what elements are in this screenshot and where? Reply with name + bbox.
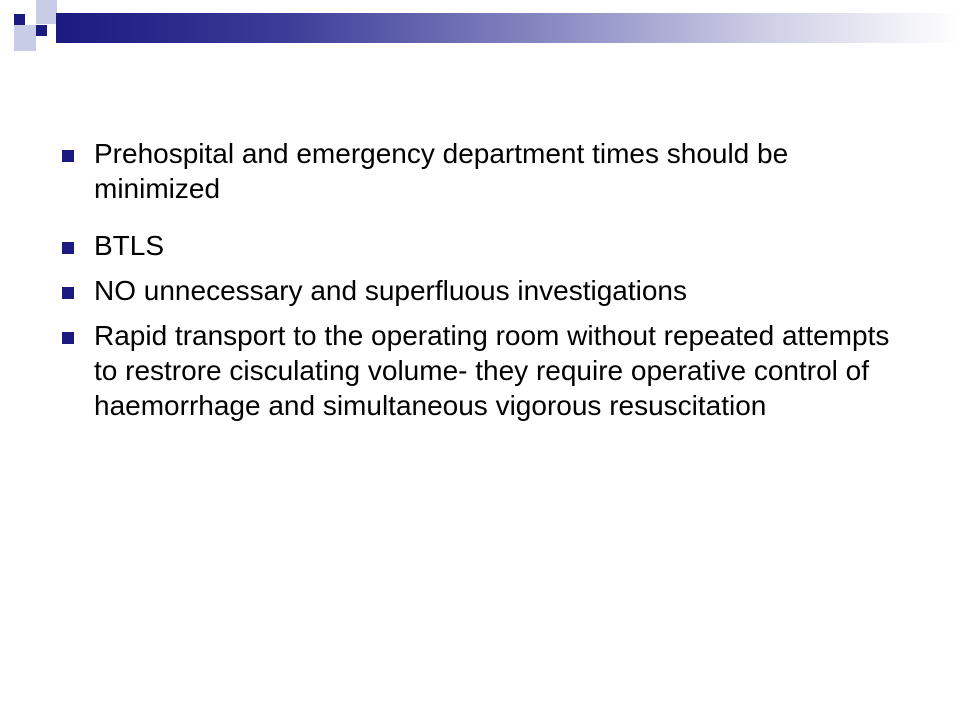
bullet-list [62, 136, 902, 445]
bullet-item [62, 273, 902, 308]
square-bullet-icon [62, 332, 74, 344]
square-bullet-icon [62, 287, 74, 299]
square-bullet-icon [62, 242, 74, 254]
decorative-square [14, 14, 25, 25]
header-gradient-bar [56, 13, 960, 43]
decorative-square [25, 38, 36, 49]
bullet-text: BTLS [94, 230, 165, 261]
square-bullet-icon [62, 150, 74, 162]
bullet-item [62, 136, 902, 206]
bullet-text: NO unnecessary and superfluous investigations [94, 275, 688, 306]
bullet-text: Prehospital and emergency department times should be minimized [94, 138, 789, 204]
bullet-item [62, 228, 902, 263]
decorative-square [36, 0, 57, 24]
decorative-square [36, 25, 47, 36]
bullet-text: Rapid transport to the operating room without repeated attempts to restrore cisculating volume- they require operative control of haemorrhage and simultaneous vigorous resuscitation [94, 320, 890, 421]
bullet-item [62, 318, 902, 423]
